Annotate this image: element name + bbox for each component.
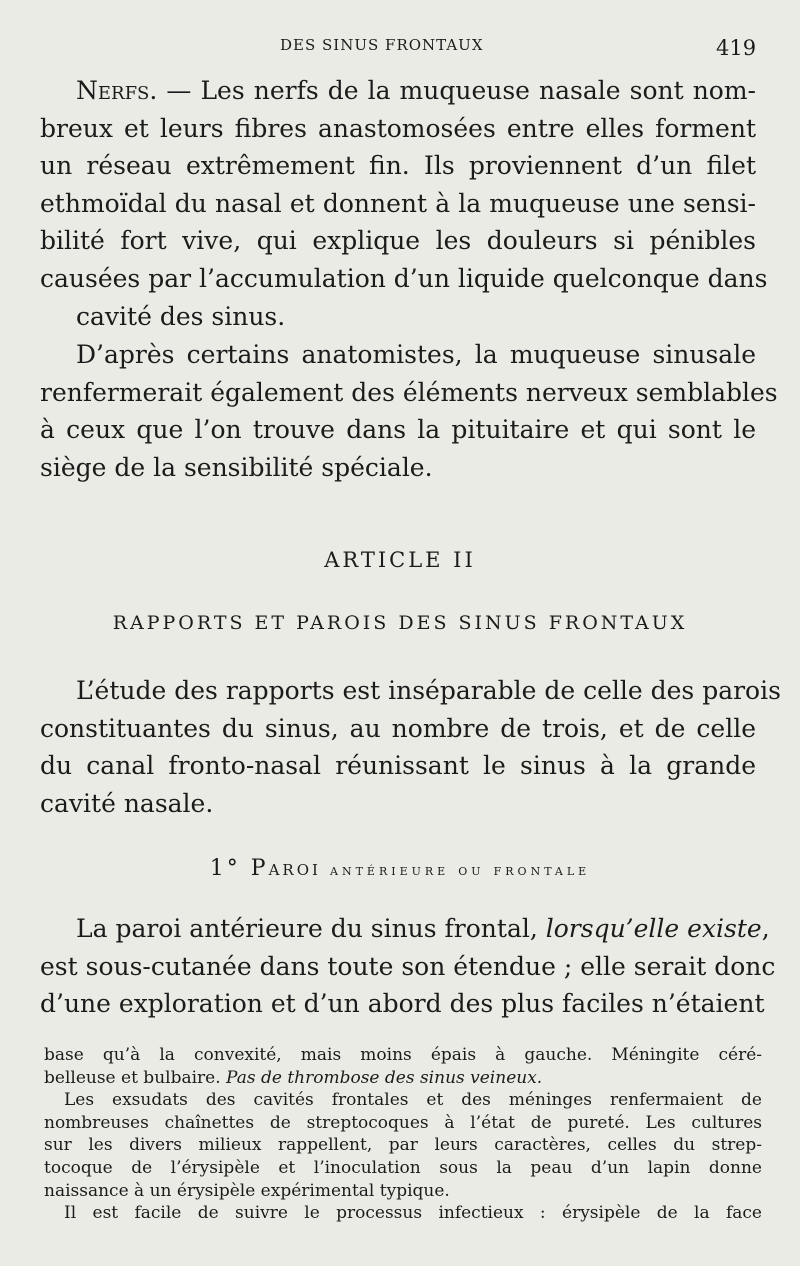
text-line: est sous-cutanée dans toute son étendue ; elle serait donc	[40, 951, 776, 981]
text-line	[40, 910, 770, 948]
footnote-line: naissance à un érysipèle expérimental typique.	[44, 1180, 450, 1201]
text-line: causées par l’accumulation d’un liquide quelconque dans	[40, 263, 768, 293]
footnote-line: tocoque de l’érysipèle et l’inoculation sous la peau d’un lapin donne	[44, 1157, 762, 1178]
text-span: — Les nerfs de la muqueuse nasale sont nom-	[157, 76, 756, 105]
footnote-line: Il est facile de suivre le processus infectieux : érysipèle de la face	[64, 1203, 762, 1224]
footnote-line: Les exsudats des cavités frontales et des méninges renfermaient de	[64, 1090, 762, 1111]
text-line: cavité des sinus.	[76, 301, 286, 331]
text-line: constituantes du sinus, au nombre de trois, et de celle	[40, 713, 756, 743]
footnote	[44, 1044, 762, 1225]
text-line: D’après certains anatomistes, la muqueuse sinusale	[76, 340, 756, 369]
section-title-rest: antérieure ou frontale	[320, 860, 591, 879]
footnote-line	[44, 1067, 762, 1090]
page-number: 419	[716, 36, 757, 60]
text-line	[40, 72, 756, 110]
article-subheading: RAPPORTS ET PAROIS DES SINUS FRONTAUX	[112, 612, 688, 634]
text-line: ethmoïdal du nasal et donnent à la muqueuse une sensi-	[40, 188, 756, 218]
text-line: siège de la sensibilité spéciale.	[40, 452, 433, 482]
italic-phrase: Pas de thrombose des sinus veineux.	[226, 1067, 543, 1088]
italic-phrase: lorsqu’elle existe	[545, 914, 762, 943]
text-line: L’étude des rapports est inséparable de celle des parois	[76, 676, 781, 705]
text-span: La paroi antérieure du sinus frontal,	[76, 914, 546, 943]
text-span: belleuse et bulbaire.	[44, 1067, 227, 1088]
text-line: bilité fort vive, qui explique les douleurs si pénibles	[40, 226, 756, 256]
text-line: d’une exploration et d’un abord des plus faciles n’étaient	[40, 989, 765, 1019]
section-heading	[0, 856, 800, 881]
anatomists-paragraph	[40, 336, 778, 486]
text-line: un réseau extrêmement fin. Ils proviennent d’un filet	[40, 151, 756, 181]
footnote-line: base qu’à la convexité, mais moins épais à gauche. Méningite céré-	[44, 1045, 762, 1065]
rapports-paragraph	[40, 672, 781, 822]
text-line: du canal fronto-nasal réunissant le sinus à la grande	[40, 751, 756, 781]
nerfs-label: Nerfs.	[76, 76, 158, 105]
text-line: cavité nasale.	[40, 788, 214, 818]
section-number: 1°	[209, 856, 241, 881]
text-span: ,	[761, 914, 770, 943]
paroi-paragraph	[40, 910, 776, 1023]
nerfs-paragraph	[40, 72, 768, 335]
section-title-first: Paroi	[250, 856, 321, 881]
text-line: breux et leurs fibres anastomosées entre elles forment	[40, 113, 756, 143]
running-head: DES SINUS FRONTAUX	[280, 36, 484, 54]
footnote-line: nombreuses chaînettes de streptocoques à l’état de pureté. Les cultures	[44, 1112, 762, 1133]
text-line: à ceux que l’on trouve dans la pituitaire et qui sont le	[40, 415, 756, 445]
footnote-line: sur les divers milieux rappellent, par leurs caractères, celles du strep-	[44, 1135, 762, 1156]
text-line: renfermerait également des éléments nerveux semblables	[40, 377, 778, 407]
article-heading: ARTICLE II	[324, 548, 476, 572]
